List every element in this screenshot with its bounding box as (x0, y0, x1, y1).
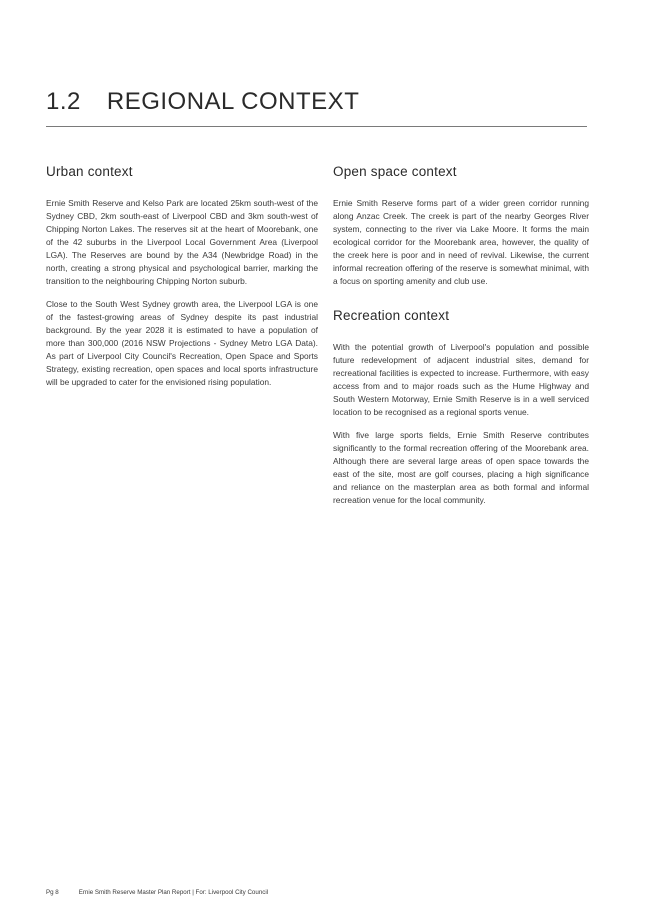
open-space-context-heading: Open space context (333, 164, 457, 179)
page-footer (46, 889, 268, 896)
open-space-context-paragraph: Ernie Smith Reserve forms part of a wider green corridor running along Anzac Creek. The creek is part of the nearby Georges River system, connecting to the river via Lake Moore. It forms the main ecological corridor for the Moorebank area, however, the quality of the creek here is poor and in need of revival. Likewise, the current informal recreation offering of the reserve is somewhat minimal, with a focus on sporting amenity and club use. (333, 198, 589, 286)
urban-context-paragraph-2: Close to the South West Sydney growth area, the Liverpool LGA is one of the fastest-growing areas of Sydney despite its past industrial background. By the year 2028 it is estimated to have a population of more than 300,000 (2016 NSW Projections - Sydney Metro LGA Data). As part of Liverpool City Council's Recreation, Open Space and Sports Strategy, existing recreation, open spaces and local sports infrastructure will be upgraded to cater for the envisioned rising population. (46, 299, 318, 387)
right-column (333, 164, 589, 517)
urban-context-heading: Urban context (46, 164, 133, 179)
recreation-context-paragraph-1: With the potential growth of Liverpool's population and possible future redevelopment of adjacent industrial sites, demand for recreational facilities is expected to increase. Furthermore, with easy access from and to major roads such as the Hume Highway and South Western Motorway, Ernie Smith Reserve is in a well serviced location to be recognised as a regional sports venue. (333, 342, 589, 417)
title-divider (46, 126, 587, 127)
recreation-context-paragraph-2: With five large sports fields, Ernie Smith Reserve contributes significantly to the formal recreation offering of the Moorebank area. Although there are several large areas of open space towards the east of the site, most are golf courses, placing a high significance and reliance on the masterplan area as both formal and informal recreation venue for the local community. (333, 430, 589, 505)
urban-context-paragraph-1: Ernie Smith Reserve and Kelso Park are located 25km south-west of the Sydney CBD, 2km south-east of Liverpool CBD and 3km south-west of Chipping Norton Lakes. The reserves sit at the heart of Moorebank, one of the 42 suburbs in the Liverpool Local Government Area (Liverpool LGA). The Reserves are bound by the A34 (Newbridge Road) in the north, creating a strong physical and psychological barrier, marking the transition to the neighbouring Chipping Norton suburb. (46, 198, 318, 286)
page-title (46, 88, 359, 116)
report-label: Ernie Smith Reserve Master Plan Report | For: Liverpool City Council (78, 889, 269, 896)
recreation-context-heading: Recreation context (333, 308, 450, 323)
page-number: Pg 8 (46, 889, 59, 896)
section-title: REGIONAL CONTEXT (106, 88, 360, 115)
section-number: 1.2 (46, 88, 81, 115)
left-column (46, 164, 318, 399)
